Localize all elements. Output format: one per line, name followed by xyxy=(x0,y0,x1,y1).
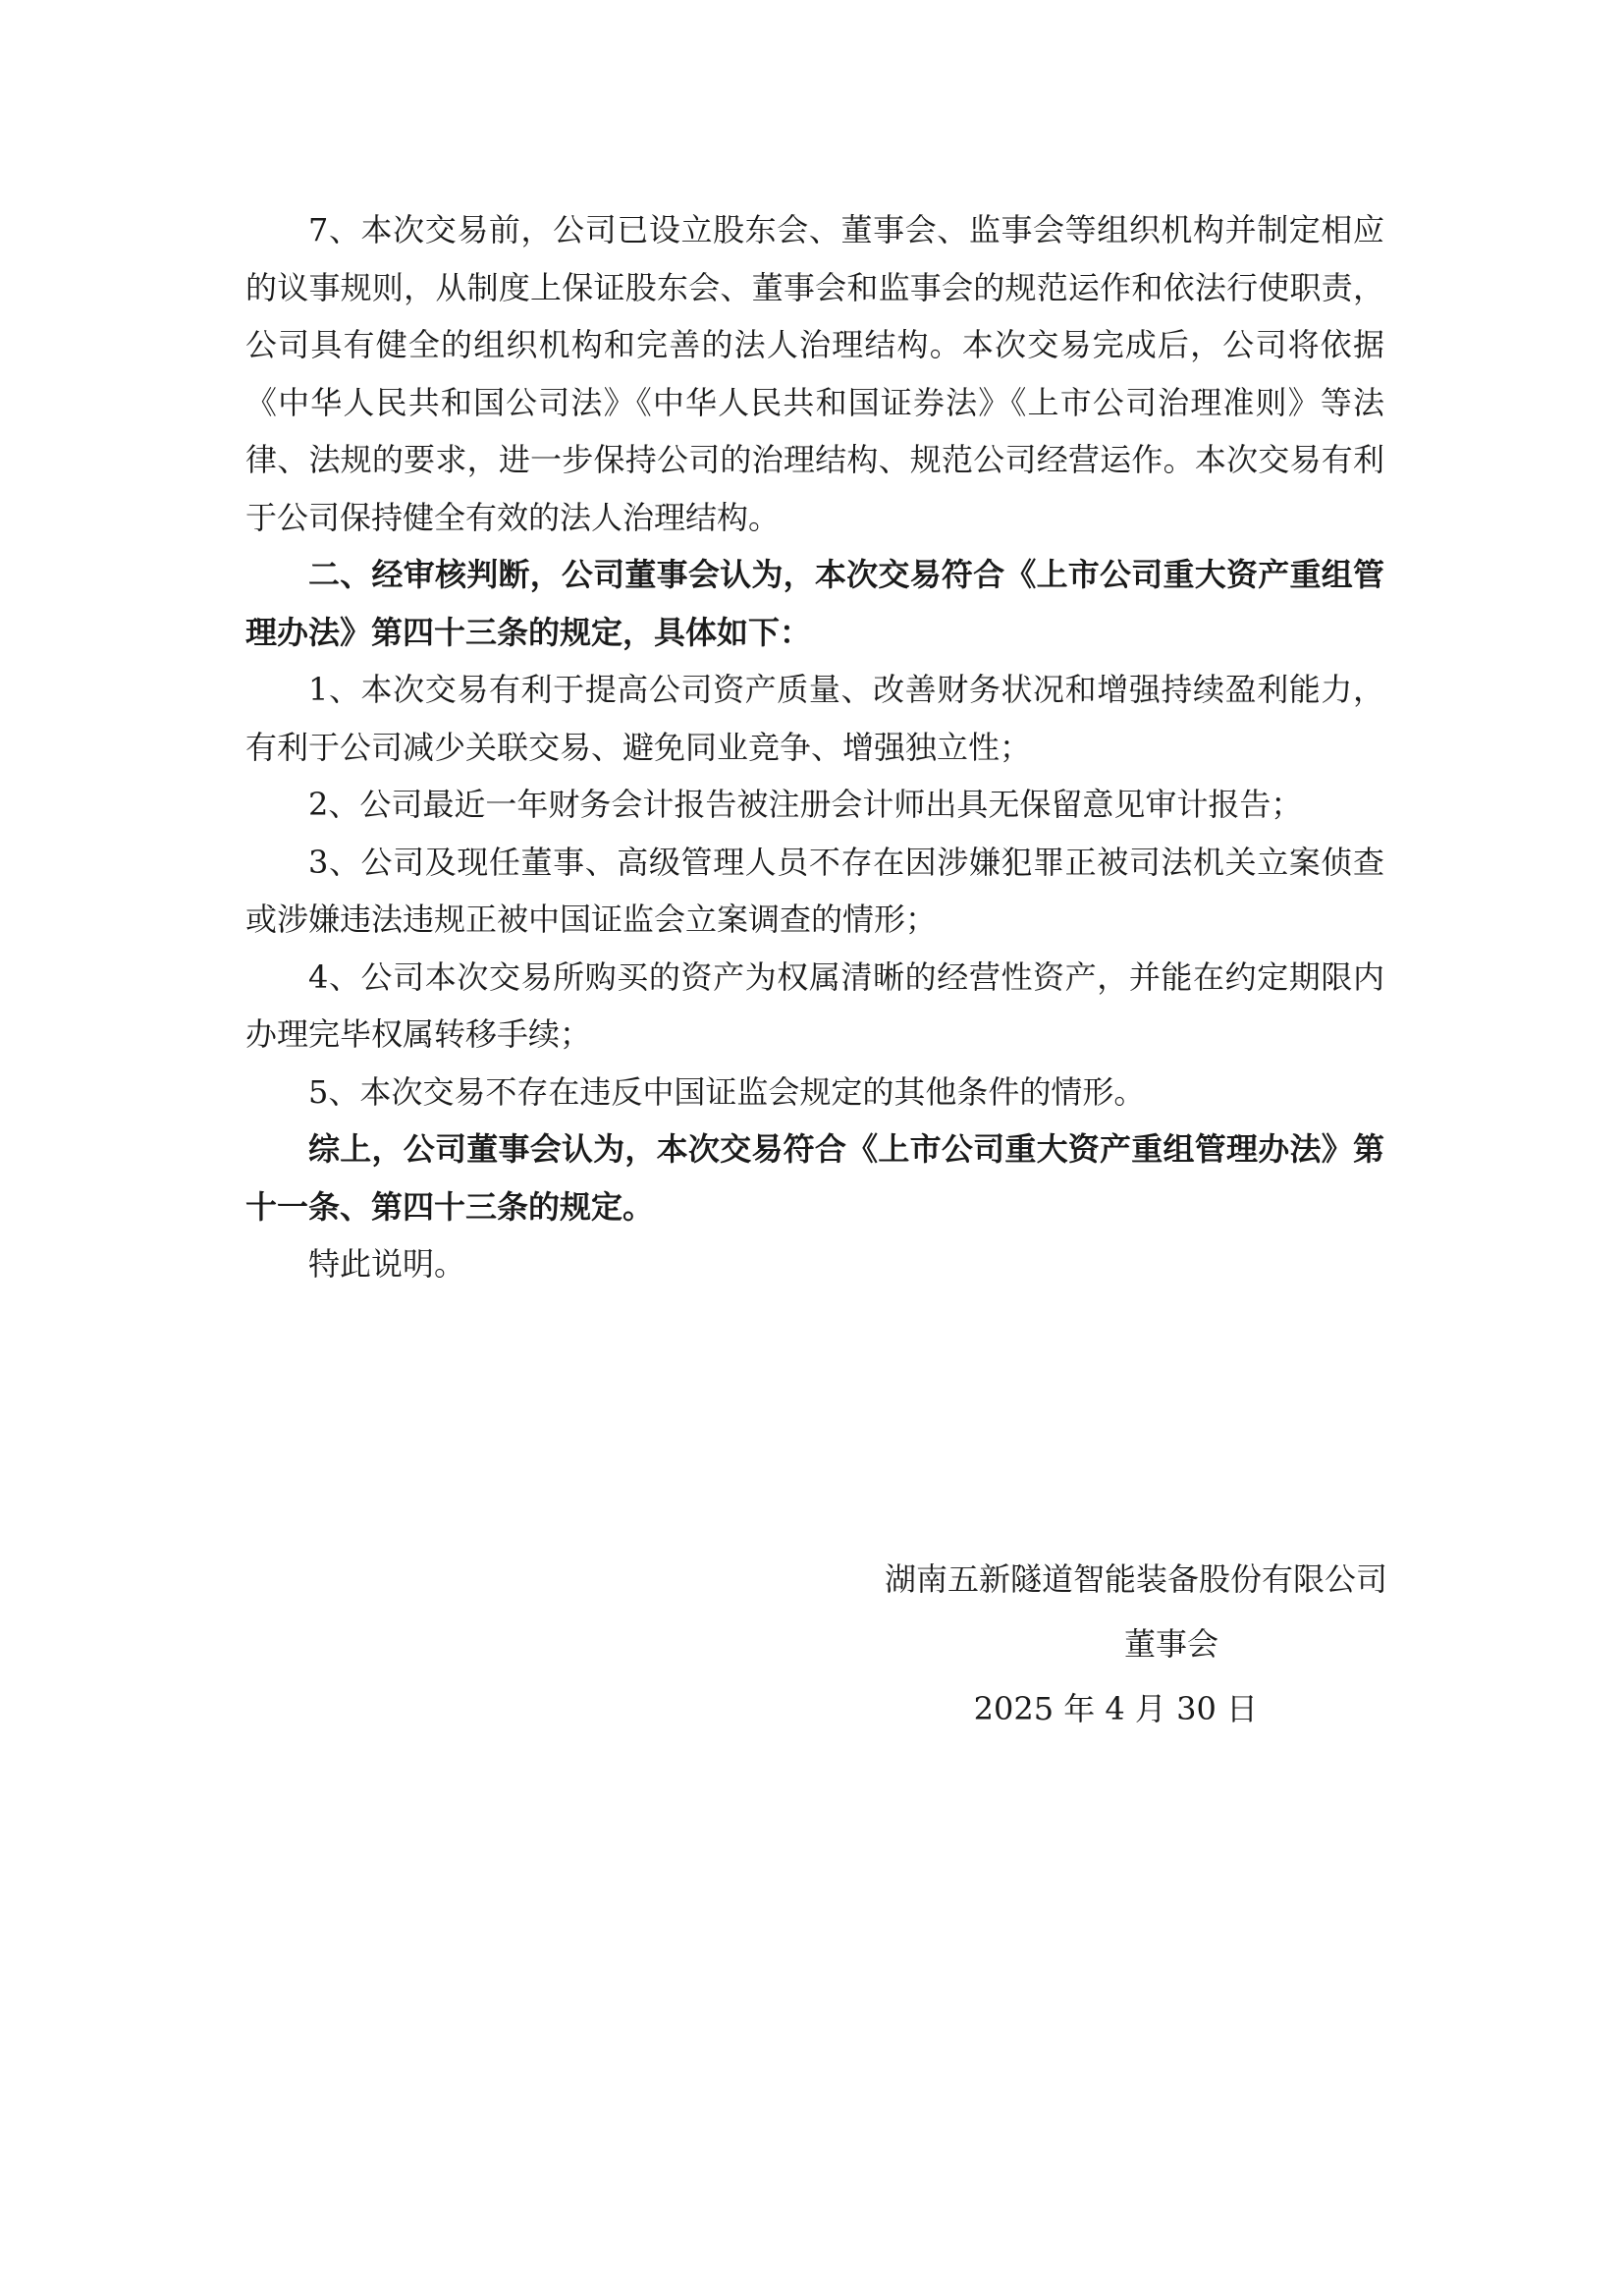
paragraph-item-2: 2、公司最近一年财务会计报告被注册会计师出具无保留意见审计报告； xyxy=(308,786,1303,823)
paragraph-conclusion: 综上，公司董事会认为，本次交易符合《上市公司重大资产重组管理办法》第十一条、第四十三条的规定。 xyxy=(245,1130,1384,1226)
signature-date: 2025 年 4 月 30 日 xyxy=(973,1690,1258,1727)
paragraph-item-1: 1、本次交易有利于提高公司资产质量、改善财务状况和增强持续盈利能力，有利于公司减少关联交易、避免同业竞争、增强独立性； xyxy=(245,671,1384,766)
paragraph-governance-structure: 7、本次交易前，公司已设立股东会、董事会、监事会等组织机构并制定相应的议事规则，从制度上保证股东会、董事会和监事会的规范运作和依法行使职责，公司具有健全的组织机构和完善的法人治理结构。本次交易完成后，公司将依据《中华人民共和国公司法》《中华人民共和国证券法》《上市公司治理准则》等法律、法规的要求，进一步保持公司的治理结构、规范公司经营运作。本次交易有利于公司保持健全有效的法人治理结构。 xyxy=(245,211,1384,536)
signature-board: 董事会 xyxy=(1123,1625,1218,1663)
signature-block xyxy=(700,1547,1387,1741)
paragraph-board-judgment-heading: 二、经审核判断，公司董事会认为，本次交易符合《上市公司重大资产重组管理办法》第四十三条的规定，具体如下： xyxy=(245,556,1384,651)
paragraph-item-3: 3、公司及现任董事、高级管理人员不存在因涉嫌犯罪正被司法机关立案侦查或涉嫌违法违规正被中国证监会立案调查的情形； xyxy=(245,843,1384,938)
paragraph-item-4: 4、公司本次交易所购买的资产为权属清晰的经营性资产，并能在约定期限内办理完毕权属转移手续； xyxy=(245,957,1384,1053)
document-body xyxy=(245,201,1384,1293)
paragraph-closing: 特此说明。 xyxy=(308,1245,466,1283)
signature-company-name: 湖南五新隧道智能装备股份有限公司 xyxy=(884,1560,1387,1598)
paragraph-item-5: 5、本次交易不存在违反中国证监会规定的其他条件的情形。 xyxy=(308,1072,1146,1111)
